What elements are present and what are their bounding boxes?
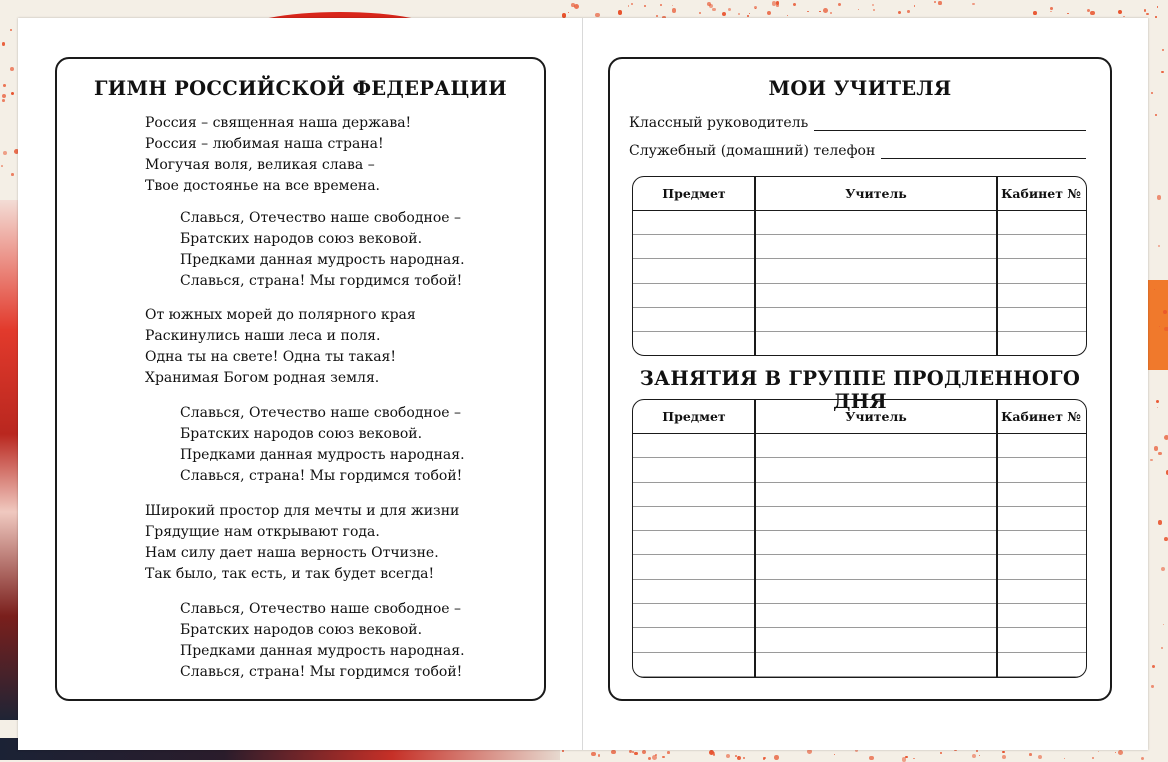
anthem-line: Одна ты на свете! Одна ты такая! — [145, 349, 397, 365]
splatter-dot — [1144, 9, 1147, 12]
splatter-dot — [1152, 665, 1155, 668]
splatter-dot — [574, 4, 579, 9]
splatter-dot — [2, 99, 5, 102]
splatter-dot — [905, 756, 907, 758]
splatter-dot — [830, 12, 832, 14]
splatter-dot — [10, 29, 12, 31]
splatter-dot — [979, 755, 981, 757]
splatter-dot — [1150, 459, 1153, 462]
column-header: Учитель — [845, 186, 907, 201]
splatter-dot — [807, 11, 808, 12]
anthem-line: Могучая воля, великая слава – — [145, 157, 375, 173]
anthem-title: ГИМН РОССИЙСКОЙ ФЕДЕРАЦИИ — [94, 77, 507, 100]
splatter-dot — [10, 67, 14, 71]
splatter-dot — [907, 10, 910, 13]
splatter-dot — [1157, 6, 1158, 7]
splatter-dot — [1158, 452, 1162, 456]
splatter-dot — [11, 173, 14, 176]
splatter-dot — [1156, 400, 1159, 403]
splatter-dot — [743, 757, 745, 759]
column-header: Кабинет № — [1001, 409, 1081, 424]
anthem-line: Предками данная мудрость народная. — [180, 252, 465, 268]
splatter-dot — [1092, 757, 1094, 759]
splatter-dot — [819, 11, 820, 12]
splatter-dot — [1157, 407, 1158, 408]
splatter-dot — [749, 13, 750, 14]
splatter-dot — [660, 4, 662, 6]
splatter-dot — [1050, 11, 1052, 13]
splatter-dot — [735, 755, 737, 757]
splatter-dot — [914, 5, 916, 7]
splatter-dot — [1115, 752, 1116, 753]
splatter-dot — [838, 3, 841, 6]
anthem-line: Так было, так есть, и так будет всегда! — [145, 566, 435, 582]
splatter-dot — [1154, 446, 1159, 451]
table-header — [633, 400, 1086, 434]
splatter-dot — [1151, 685, 1153, 687]
splatter-dot — [634, 752, 637, 755]
anthem-line: Братских народов союз вековой. — [180, 622, 423, 638]
splatter-dot — [726, 754, 730, 758]
splatter-dot — [3, 84, 6, 87]
splatter-dot — [631, 3, 633, 5]
extended-day-title: ЗАНЯТИЯ В ГРУППЕ ПРОДЛЕННОГО ДНЯ — [639, 367, 1081, 413]
splatter-dot — [1050, 7, 1053, 10]
splatter-dot — [672, 5, 673, 6]
splatter-dot — [1164, 435, 1168, 440]
splatter-dot — [1155, 16, 1157, 18]
splatter-dot — [652, 755, 657, 760]
table-row[interactable] — [633, 507, 1086, 531]
table-row[interactable] — [633, 531, 1086, 555]
page-fold — [582, 18, 583, 750]
splatter-dot — [644, 5, 646, 7]
splatter-dot — [972, 754, 976, 758]
anthem-line: Братских народов союз вековой. — [180, 231, 423, 247]
splatter-dot — [568, 12, 569, 13]
table-row[interactable] — [633, 604, 1086, 628]
splatter-dot — [776, 4, 779, 7]
anthem-line: Раскинулись наши леса и поля. — [145, 328, 381, 344]
table-row[interactable] — [633, 434, 1086, 458]
phone-field — [629, 143, 1086, 159]
splatter-dot — [774, 755, 779, 760]
table-row[interactable] — [633, 580, 1086, 604]
teachers-title: МОИ УЧИТЕЛЯ — [768, 77, 952, 100]
splatter-dot — [611, 750, 616, 755]
splatter-dot — [767, 11, 771, 15]
splatter-dot — [672, 8, 677, 13]
class-teacher-label: Классный руководитель — [629, 115, 809, 131]
table-header — [633, 177, 1086, 211]
splatter-dot — [747, 15, 750, 18]
splatter-dot — [2, 42, 6, 46]
splatter-dot — [1161, 71, 1164, 74]
anthem-stanza — [180, 599, 465, 683]
column-divider — [754, 400, 756, 677]
splatter-dot — [1118, 750, 1123, 755]
splatter-dot — [1029, 753, 1032, 756]
splatter-dot — [1, 165, 3, 167]
splatter-dot — [628, 5, 630, 7]
splatter-dot — [938, 1, 941, 4]
anthem-line: Россия – священная наша держава! — [145, 115, 412, 131]
splatter-dot — [823, 8, 828, 13]
splatter-dot — [1161, 567, 1165, 571]
splatter-dot — [787, 15, 788, 16]
splatter-dot — [1033, 11, 1037, 15]
splatter-dot — [662, 756, 665, 759]
anthem-line: Предками данная мудрость народная. — [180, 643, 465, 659]
anthem-line: Хранимая Богом родная земля. — [145, 370, 380, 386]
splatter-dot — [1158, 520, 1163, 525]
splatter-dot — [872, 4, 875, 7]
phone-label: Служебный (домашний) телефон — [629, 143, 876, 159]
anthem-stanza — [180, 403, 465, 487]
column-header: Предмет — [662, 186, 726, 201]
splatter-dot — [1164, 537, 1168, 541]
splatter-dot — [3, 151, 7, 155]
anthem-line: Славься, Отечество наше свободное – — [180, 210, 461, 226]
table-row[interactable] — [633, 308, 1086, 332]
table-row[interactable] — [633, 211, 1086, 235]
anthem-line: Грядущие нам открывают года. — [145, 524, 380, 540]
splatter-dot — [699, 12, 701, 14]
splatter-dot — [1067, 13, 1069, 15]
anthem-line: Предками данная мудрость народная. — [180, 447, 465, 463]
anthem-line: Россия – любимая наша страна! — [145, 136, 384, 152]
splatter-dot — [598, 754, 600, 756]
splatter-dot — [722, 12, 726, 16]
column-divider — [996, 400, 998, 677]
splatter-dot — [591, 752, 596, 757]
anthem-stanza — [145, 113, 411, 197]
splatter-dot — [873, 9, 875, 11]
class-teacher-write-line[interactable] — [814, 116, 1086, 131]
splatter-dot — [562, 750, 564, 752]
cover-art-right-strip — [1148, 280, 1168, 370]
class-teacher-field — [629, 115, 1086, 131]
splatter-dot — [834, 754, 835, 755]
splatter-dot — [940, 752, 942, 754]
column-divider — [996, 177, 998, 355]
column-header: Кабинет № — [1001, 186, 1081, 201]
anthem-line: Нам силу дает наша верность Отчизне. — [145, 545, 439, 561]
splatter-dot — [1155, 114, 1157, 116]
table-row[interactable] — [633, 332, 1086, 356]
column-header: Предмет — [662, 409, 726, 424]
splatter-dot — [728, 8, 731, 11]
anthem-line: Братских народов союз вековой. — [180, 426, 423, 442]
anthem-stanza — [180, 208, 465, 292]
splatter-dot — [618, 10, 623, 15]
teachers-table — [632, 176, 1087, 356]
column-divider — [754, 177, 756, 355]
anthem-stanza — [145, 305, 416, 389]
splatter-dot — [1098, 751, 1100, 753]
anthem-line: Твое достоянье на все времена. — [145, 178, 380, 194]
splatter-dot — [1151, 92, 1153, 94]
table-row[interactable] — [633, 259, 1086, 283]
splatter-dot — [642, 750, 646, 754]
splatter-dot — [1158, 245, 1160, 247]
splatter-dot — [1064, 758, 1065, 759]
splatter-dot — [934, 1, 936, 3]
anthem-panel — [55, 57, 546, 701]
splatter-dot — [632, 751, 634, 753]
splatter-dot — [1161, 647, 1163, 649]
anthem-line: Славься, страна! Мы гордимся тобой! — [180, 664, 463, 680]
column-header: Учитель — [845, 409, 907, 424]
anthem-line: От южных морей до полярного края — [145, 307, 416, 323]
anthem-line: Славься, Отечество наше свободное – — [180, 405, 461, 421]
splatter-dot — [1118, 10, 1122, 14]
phone-write-line[interactable] — [881, 144, 1086, 159]
splatter-dot — [667, 751, 670, 754]
table-row[interactable] — [633, 555, 1086, 579]
splatter-dot — [1123, 16, 1125, 18]
splatter-dot — [1154, 289, 1155, 290]
table-row[interactable] — [633, 653, 1086, 677]
splatter-dot — [1002, 751, 1005, 754]
splatter-dot — [2, 94, 6, 98]
splatter-dot — [858, 9, 859, 10]
table-row[interactable] — [633, 235, 1086, 259]
table-row[interactable] — [633, 483, 1086, 507]
splatter-dot — [11, 92, 14, 95]
splatter-dot — [1038, 755, 1042, 759]
splatter-dot — [793, 3, 796, 6]
splatter-dot — [898, 11, 901, 14]
splatter-dot — [972, 3, 974, 5]
splatter-dot — [738, 13, 740, 15]
splatter-dot — [764, 757, 766, 759]
splatter-dot — [976, 750, 978, 752]
splatter-dot — [656, 15, 658, 17]
teachers-panel — [608, 57, 1112, 701]
splatter-dot — [1146, 13, 1148, 15]
splatter-dot — [595, 13, 600, 18]
splatter-dot — [1002, 755, 1006, 759]
splatter-dot — [1163, 624, 1164, 625]
extended-day-table — [632, 399, 1087, 678]
table-row[interactable] — [633, 458, 1086, 482]
anthem-stanza — [145, 501, 459, 585]
table-row[interactable] — [633, 284, 1086, 308]
splatter-dot — [1162, 49, 1163, 50]
anthem-line: Славься, страна! Мы гордимся тобой! — [180, 468, 463, 484]
splatter-dot — [1090, 11, 1095, 16]
anthem-line: Славься, Отечество наше свободное – — [180, 601, 461, 617]
anthem-line: Широкий простор для мечты и для жизни — [145, 503, 460, 519]
splatter-dot — [707, 2, 711, 6]
anthem-line: Славься, страна! Мы гордимся тобой! — [180, 273, 463, 289]
splatter-dot — [1164, 327, 1168, 332]
splatter-dot — [913, 758, 915, 760]
splatter-dot — [1157, 195, 1161, 199]
table-row[interactable] — [633, 628, 1086, 652]
splatter-dot — [712, 8, 715, 11]
